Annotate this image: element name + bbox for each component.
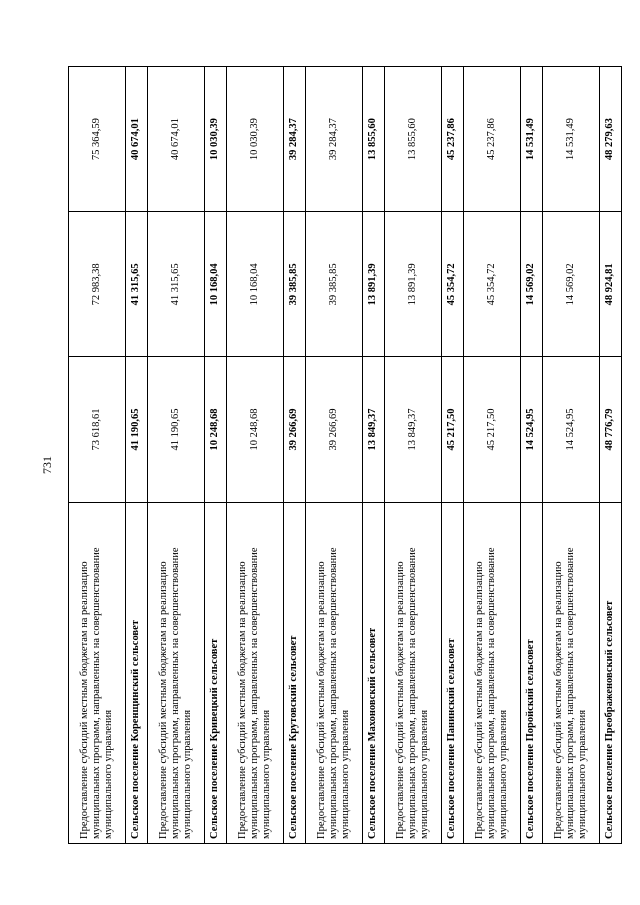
row-value-year2: 39 385,85 [306,212,363,357]
row-value-year2: 48 924,81 [600,212,622,357]
row-value-year3: 14 531,49 [521,67,543,212]
row-value-year3: 75 364,59 [69,67,126,212]
table-row-detail [69,67,126,844]
row-value-year1: 48 776,79 [600,357,622,502]
row-value-year3: 13 855,60 [363,67,385,212]
row-name-cell: Предоставление субсидий местным бюджетам на реализацию муниципальных программ, направленных на совершенствование муниципального управления [148,502,205,843]
row-value-year3: 48 279,63 [600,67,622,212]
row-value-year3: 14 531,49 [543,67,600,212]
table-row-detail [543,67,600,844]
row-value-year1: 39 266,69 [284,357,306,502]
row-value-year3: 45 237,86 [464,67,521,212]
row-name-cell: Предоставление субсидий местным бюджетам на реализацию муниципальных программ, направленных на совершенствование муниципального управления [69,502,126,843]
row-value-year2: 72 983,38 [69,212,126,357]
row-value-year2: 41 315,65 [148,212,205,357]
row-value-year3: 13 855,60 [385,67,442,212]
row-name-cell: Сельское поселение Поройский сельсовет [521,502,543,843]
table-row-section [521,67,543,844]
table-row-section [205,67,227,844]
row-value-year2: 13 891,39 [385,212,442,357]
row-value-year1: 14 524,95 [543,357,600,502]
table-row-section [284,67,306,844]
table-row-detail [306,67,363,844]
row-value-year2: 14 569,02 [521,212,543,357]
row-name-cell: Сельское поселение Преображеновский сельсовет [600,502,622,843]
page-number: 731 [39,456,54,474]
row-value-year3: 40 674,01 [148,67,205,212]
table-row-section [126,67,148,844]
row-name-cell: Предоставление субсидий местным бюджетам на реализацию муниципальных программ, направленных на совершенствование муниципального управления [543,502,600,843]
row-value-year1: 39 266,69 [306,357,363,502]
row-value-year3: 10 030,39 [205,67,227,212]
row-value-year2: 45 354,72 [464,212,521,357]
row-value-year2: 10 168,04 [205,212,227,357]
row-name-cell: Сельское поселение Кривецкий сельсовет [205,502,227,843]
row-value-year2: 10 168,04 [227,212,284,357]
row-name-cell: Сельское поселение Панинский сельсовет [442,502,464,843]
row-name-cell: Предоставление субсидий местным бюджетам на реализацию муниципальных программ, направленных на совершенствование муниципального управления [306,502,363,843]
row-value-year1: 10 248,68 [227,357,284,502]
row-value-year2: 39 385,85 [284,212,306,357]
budget-table [68,66,622,844]
table-row-detail [148,67,205,844]
row-value-year3: 10 030,39 [227,67,284,212]
row-value-year1: 14 524,95 [521,357,543,502]
row-name-cell: Предоставление субсидий местным бюджетам на реализацию муниципальных программ, направленных на совершенствование муниципального управления [227,502,284,843]
row-value-year1: 41 190,65 [126,357,148,502]
row-name-cell: Сельское поселение Махоновский сельсовет [363,502,385,843]
row-value-year2: 45 354,72 [442,212,464,357]
table-row-section [442,67,464,844]
document-page [68,66,616,844]
row-value-year2: 14 569,02 [543,212,600,357]
table-row-detail [385,67,442,844]
table-row-detail [227,67,284,844]
row-value-year1: 13 849,37 [385,357,442,502]
row-value-year2: 41 315,65 [126,212,148,357]
row-value-year3: 45 237,86 [442,67,464,212]
row-value-year1: 10 248,68 [205,357,227,502]
table-row-detail [464,67,521,844]
rotated-table-wrapper [68,66,616,844]
row-value-year1: 45 217,50 [442,357,464,502]
table-row-section [363,67,385,844]
table-row-section [600,67,622,844]
row-name-cell: Сельское поселение Коренщинский сельсовет [126,502,148,843]
row-name-cell: Предоставление субсидий местным бюджетам на реализацию муниципальных программ, направленных на совершенствование муниципального управления [385,502,442,843]
row-value-year1: 45 217,50 [464,357,521,502]
row-value-year1: 13 849,37 [363,357,385,502]
row-value-year3: 39 284,37 [306,67,363,212]
row-value-year2: 13 891,39 [363,212,385,357]
row-name-cell: Предоставление субсидий местным бюджетам на реализацию муниципальных программ, направленных на совершенствование муниципального управления [464,502,521,843]
row-value-year3: 39 284,37 [284,67,306,212]
row-value-year3: 40 674,01 [126,67,148,212]
row-name-cell: Сельское поселение Крутовский сельсовет [284,502,306,843]
row-value-year1: 73 618,61 [69,357,126,502]
row-value-year1: 41 190,65 [148,357,205,502]
